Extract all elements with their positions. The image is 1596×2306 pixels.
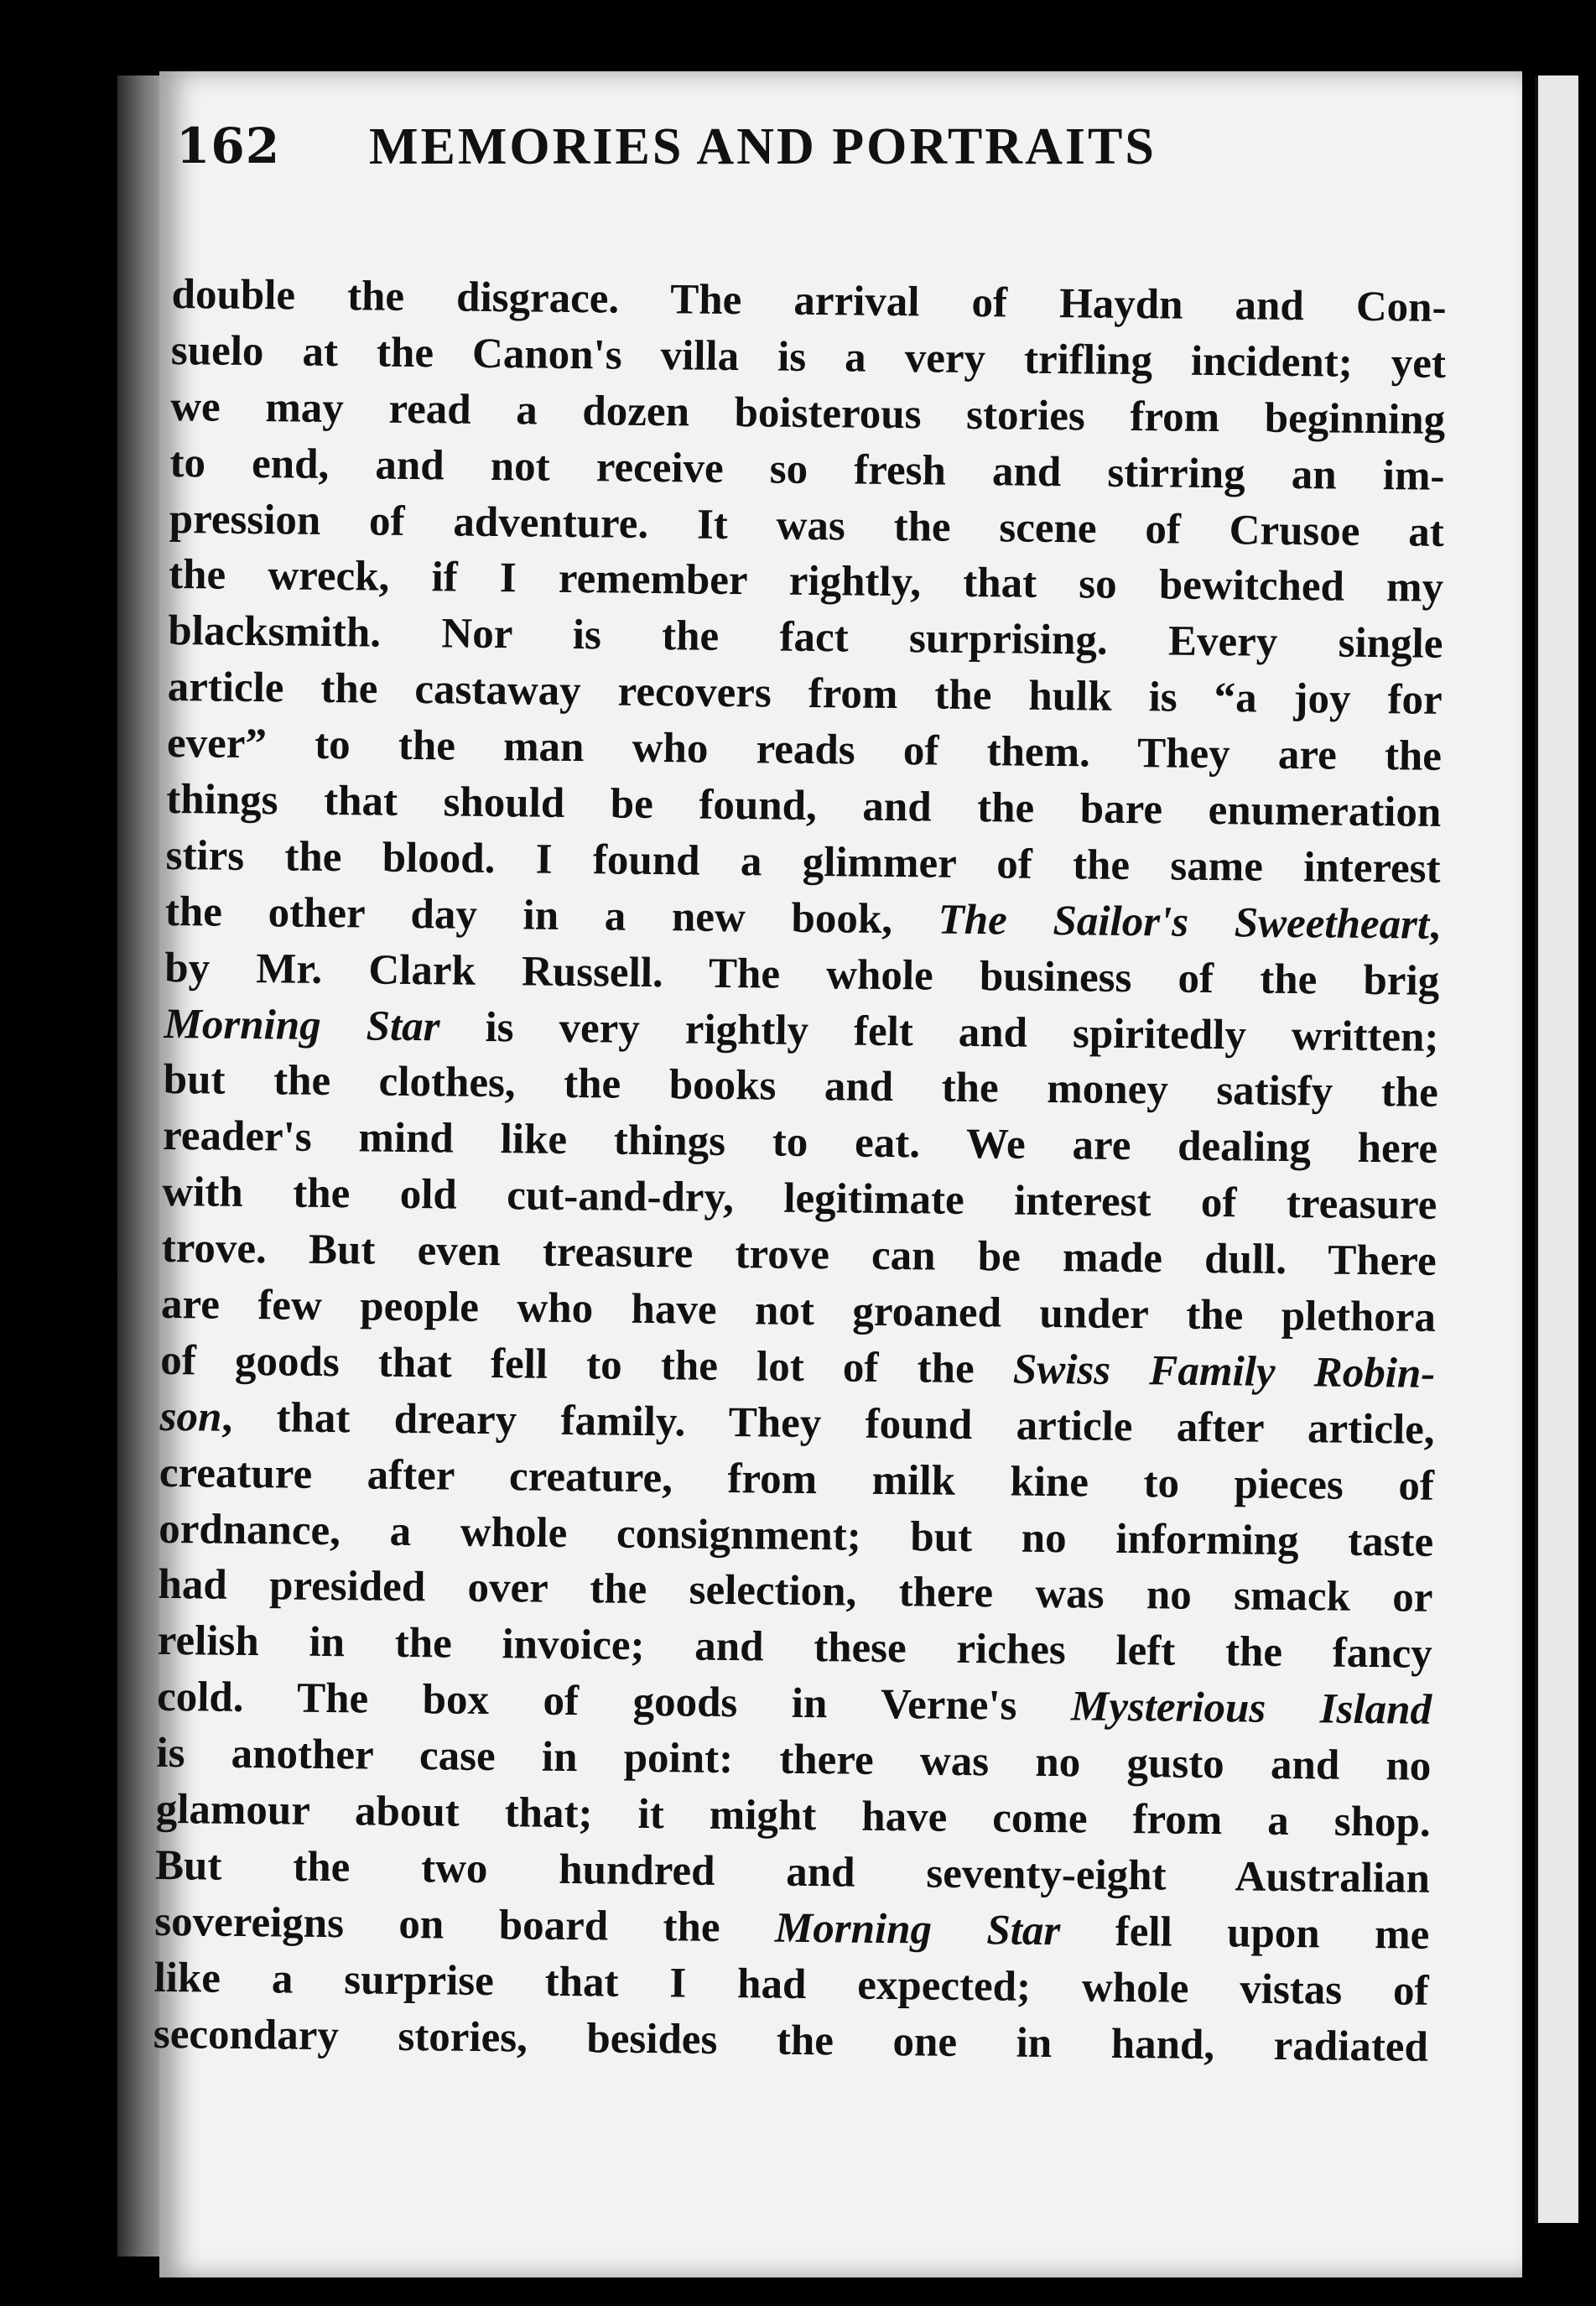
line-text: double the disgrace. The arrival of Haydn and Con-	[171, 270, 1447, 331]
italic-title-text: The Sailor's Sweetheart	[938, 896, 1430, 949]
line-text: to end, and not receive so fresh and stirring an im-	[169, 439, 1445, 500]
line-text: is another case in point: there was no gusto and no	[156, 1730, 1432, 1790]
line-text: fell upon me	[1060, 1908, 1430, 1959]
line-text: article the castaway recovers from the hulk is “a joy for	[167, 664, 1443, 725]
line-text: , that dreary family. They found article after article,	[221, 1393, 1435, 1454]
line-text: things that should be found, and the bare enumeration	[166, 775, 1442, 836]
line-text: ,	[1428, 901, 1441, 949]
line-text: but the clothes, the books and the money satisfy the	[163, 1056, 1439, 1117]
line-text: we may read a dozen boisterous stories from beginning	[169, 383, 1446, 444]
line-text: creature after creature, from milk kine to pieces of	[159, 1449, 1435, 1510]
line-text: ever” to the man who reads of them. They are the	[166, 720, 1443, 781]
running-title: MEMORIES AND PORTRAITS	[369, 118, 1157, 175]
line-text: But the two hundred and seventy-eight Australian	[154, 1841, 1431, 1903]
line-text: glamour about that; it might have come from a shop.	[155, 1785, 1431, 1846]
next-page-edge	[1535, 75, 1578, 2223]
line-text: are few people who have not groaned under the plethora	[160, 1280, 1437, 1341]
line-text: the other day in a new book,	[164, 888, 938, 944]
line-text: relish in the invoice; and these riches left the fancy	[157, 1617, 1433, 1679]
line-text: by Mr. Clark Russell. The whole business of the brig	[164, 944, 1440, 1005]
line-text: of goods that fell to the lot of the	[160, 1336, 1014, 1393]
line-text: sovereigns on board the	[154, 1897, 776, 1952]
line-text: the wreck, if I remember rightly, that so bewitched my	[168, 551, 1444, 612]
line-text: trove. But even treasure trove can be made dull. There	[161, 1225, 1437, 1285]
line-text: reader's mind like things to eat. We are dealing here	[162, 1112, 1438, 1174]
line-text: like a surprise that I had expected; whole vistas of	[153, 1954, 1429, 2015]
line-text: stirs the blood. I found a glimmer of the same interest	[165, 831, 1441, 893]
line-text: pression of adventure. It was the scene of Crusoe at	[169, 495, 1445, 556]
line-text: cold. The box of goods in Verne's	[156, 1674, 1072, 1731]
line-text: suelo at the Canon's villa is a very trifling incident; yet	[170, 326, 1447, 388]
italic-title-text: Swiss Family Robin-	[1012, 1346, 1436, 1398]
running-header	[176, 117, 1308, 210]
italic-title-text: Morning Star	[164, 1000, 440, 1050]
line-text: is very rightly felt and spiritedly written;	[439, 1002, 1439, 1061]
line-text: had presided over the selection, there was no smack or	[158, 1561, 1433, 1622]
italic-title-text: Morning Star	[774, 1904, 1061, 1955]
body-text	[153, 267, 1447, 2075]
page-number: 162	[176, 117, 281, 174]
line-text: blacksmith. Nor is the fact surprising. Every single	[168, 607, 1443, 669]
line-text: with the old cut-and-dry, legitimate interest of treasure	[162, 1169, 1437, 1230]
line-text: secondary stories, besides the one in hand, radiated	[153, 2010, 1429, 2071]
italic-title-text: Mysterious Island	[1070, 1683, 1432, 1735]
italic-title-text: son	[159, 1392, 222, 1441]
line-text: ordnance, a whole consignment; but no informing taste	[158, 1505, 1434, 1566]
